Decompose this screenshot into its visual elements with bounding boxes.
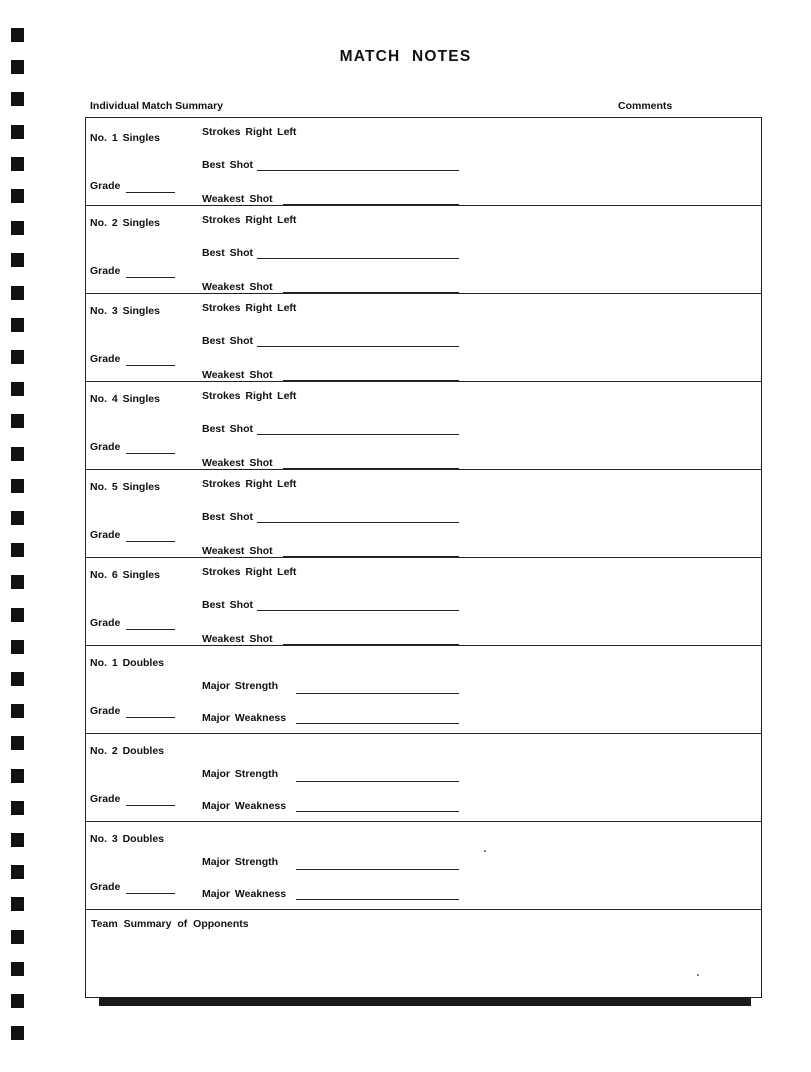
comments-header: Comments <box>618 100 673 112</box>
best-shot-field[interactable] <box>257 610 459 611</box>
punch-hole <box>11 769 24 783</box>
match-label: No. 3 Doubles <box>90 833 165 845</box>
punch-hole <box>11 479 24 493</box>
punch-hole <box>11 189 24 203</box>
grade-label: Grade <box>90 265 121 277</box>
team-summary-area[interactable] <box>86 938 761 996</box>
strength-label: Major Strength <box>202 768 279 780</box>
punch-hole <box>11 286 24 300</box>
punch-hole <box>11 28 24 42</box>
punch-hole <box>11 92 24 106</box>
best-shot-field[interactable] <box>257 346 459 347</box>
punch-hole <box>11 994 24 1008</box>
grade-field[interactable] <box>126 192 175 193</box>
punch-hole <box>11 801 24 815</box>
punch-hole <box>11 1026 24 1040</box>
weakest-shot-field[interactable] <box>283 644 459 645</box>
grade-label: Grade <box>90 793 121 805</box>
punch-hole <box>11 511 24 525</box>
singles-section-2 <box>86 206 761 294</box>
weakest-shot-field[interactable] <box>283 204 459 205</box>
weakest-shot-label: Weakest Shot <box>202 633 273 645</box>
strokes-label: Strokes Right Left <box>202 126 297 138</box>
team-summary-label: Team Summary of Opponents <box>91 918 249 930</box>
punch-hole <box>11 447 24 461</box>
weakest-shot-label: Weakest Shot <box>202 369 273 381</box>
best-shot-label: Best Shot <box>202 599 254 611</box>
weakness-label: Major Weakness <box>202 800 287 812</box>
match-label: No. 3 Singles <box>90 305 160 317</box>
grade-field[interactable] <box>126 541 175 542</box>
page-title: MATCH NOTES <box>339 48 472 65</box>
strength-field[interactable] <box>296 781 459 782</box>
singles-section-4 <box>86 382 761 470</box>
strength-label: Major Strength <box>202 680 279 692</box>
best-shot-field[interactable] <box>257 522 459 523</box>
punch-hole <box>11 672 24 686</box>
strokes-label: Strokes Right Left <box>202 390 297 402</box>
grade-field[interactable] <box>126 805 175 806</box>
weakest-shot-label: Weakest Shot <box>202 193 273 205</box>
strokes-label: Strokes Right Left <box>202 302 297 314</box>
summary-header: Individual Match Summary <box>90 100 224 112</box>
weakness-field[interactable] <box>296 811 459 812</box>
scan-speck <box>697 974 699 976</box>
weakest-shot-field[interactable] <box>283 292 459 293</box>
grade-field[interactable] <box>126 893 175 894</box>
punch-hole <box>11 221 24 235</box>
weakness-label: Major Weakness <box>202 888 287 900</box>
weakness-label: Major Weakness <box>202 712 287 724</box>
punch-hole <box>11 833 24 847</box>
weakest-shot-field[interactable] <box>283 380 459 381</box>
punch-hole <box>11 930 24 944</box>
match-label: No. 1 Singles <box>90 132 160 144</box>
grade-field[interactable] <box>126 629 175 630</box>
grade-label: Grade <box>90 881 121 893</box>
best-shot-label: Best Shot <box>202 159 254 171</box>
strokes-label: Strokes Right Left <box>202 214 297 226</box>
punch-hole <box>11 640 24 654</box>
strength-field[interactable] <box>296 869 459 870</box>
singles-section-5 <box>86 470 761 558</box>
punch-hole <box>11 865 24 879</box>
weakness-field[interactable] <box>296 723 459 724</box>
grade-field[interactable] <box>126 717 175 718</box>
weakness-field[interactable] <box>296 899 459 900</box>
strokes-label: Strokes Right Left <box>202 566 297 578</box>
singles-section-1 <box>86 118 761 206</box>
singles-section-3 <box>86 294 761 382</box>
match-label: No. 1 Doubles <box>90 657 165 669</box>
strength-field[interactable] <box>296 693 459 694</box>
punch-hole <box>11 125 24 139</box>
weakest-shot-label: Weakest Shot <box>202 545 273 557</box>
weakest-shot-field[interactable] <box>283 556 459 557</box>
match-notes-form <box>85 117 762 998</box>
best-shot-label: Best Shot <box>202 335 254 347</box>
best-shot-label: Best Shot <box>202 423 254 435</box>
scan-speck <box>484 850 486 852</box>
doubles-section-1 <box>86 646 761 734</box>
grade-label: Grade <box>90 353 121 365</box>
punch-hole <box>11 575 24 589</box>
best-shot-field[interactable] <box>257 170 459 171</box>
weakest-shot-field[interactable] <box>283 468 459 469</box>
match-label: No. 5 Singles <box>90 481 160 493</box>
punch-hole <box>11 543 24 557</box>
grade-label: Grade <box>90 529 121 541</box>
match-label: No. 2 Doubles <box>90 745 165 757</box>
page-bottom-shadow <box>99 997 751 1006</box>
grade-field[interactable] <box>126 277 175 278</box>
match-label: No. 4 Singles <box>90 393 160 405</box>
match-label: No. 6 Singles <box>90 569 160 581</box>
best-shot-label: Best Shot <box>202 247 254 259</box>
punch-hole <box>11 897 24 911</box>
match-label: No. 2 Singles <box>90 217 160 229</box>
weakest-shot-label: Weakest Shot <box>202 281 273 293</box>
punch-hole <box>11 157 24 171</box>
doubles-section-2 <box>86 734 761 822</box>
punch-hole <box>11 608 24 622</box>
best-shot-label: Best Shot <box>202 511 254 523</box>
punch-hole <box>11 318 24 332</box>
grade-label: Grade <box>90 617 121 629</box>
punch-hole <box>11 704 24 718</box>
strength-label: Major Strength <box>202 856 279 868</box>
strokes-label: Strokes Right Left <box>202 478 297 490</box>
grade-label: Grade <box>90 441 121 453</box>
grade-field[interactable] <box>126 453 175 454</box>
punch-hole <box>11 253 24 267</box>
best-shot-field[interactable] <box>257 434 459 435</box>
punch-hole <box>11 736 24 750</box>
punch-hole <box>11 382 24 396</box>
punch-hole <box>11 414 24 428</box>
grade-label: Grade <box>90 705 121 717</box>
weakest-shot-label: Weakest Shot <box>202 457 273 469</box>
grade-field[interactable] <box>126 365 175 366</box>
punch-hole <box>11 962 24 976</box>
punch-hole <box>11 350 24 364</box>
singles-section-6 <box>86 558 761 646</box>
grade-label: Grade <box>90 180 121 192</box>
doubles-section-3 <box>86 822 761 910</box>
best-shot-field[interactable] <box>257 258 459 259</box>
